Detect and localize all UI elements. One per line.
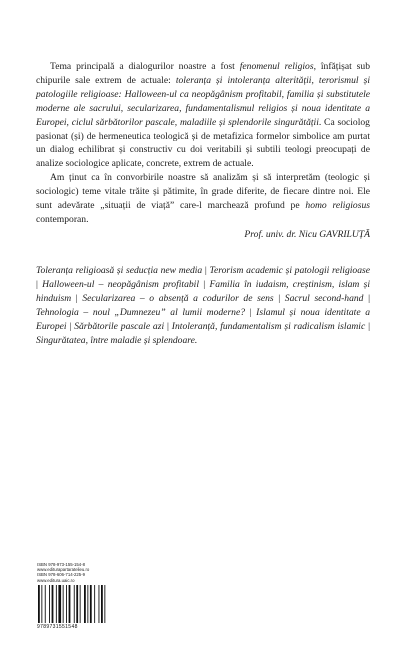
topic-separator: | <box>365 320 371 332</box>
blurb-paragraph-1 <box>36 60 370 171</box>
barcode-bar <box>58 585 61 623</box>
isbn-line-1: ISBN 978-973-155-154-8 <box>37 562 86 567</box>
topic-item: Toleranța religioasă și seducția new media <box>36 265 203 276</box>
barcode-bar <box>69 585 71 623</box>
topic-separator: | <box>245 306 257 318</box>
topic-separator: | <box>202 265 210 276</box>
blurb-p2-run-1: homo religiosus <box>305 200 370 212</box>
topic-item: Singurătatea, între maladie și splendoare. <box>36 334 198 346</box>
isbn-block <box>37 562 111 583</box>
topic-separator: | <box>36 278 43 290</box>
barcode-bar <box>76 585 78 623</box>
blurb-signature: Prof. univ. dr. Nicu GAVRILUȚĂ <box>244 228 370 240</box>
barcode-bar <box>38 585 40 623</box>
barcode-bar <box>66 585 67 623</box>
blurb-p1-run-0: Tema principală a dialogurilor noastre a fost <box>50 61 240 72</box>
topic-separator: | <box>363 292 371 304</box>
topic-item: Tehnologia – noul „Dumnezeu” al lumii moderne? <box>36 306 246 318</box>
topic-item: Secularizarea – o absență a codurilor de sens <box>82 292 274 304</box>
barcode-bar <box>90 585 92 623</box>
topic-item: Intoleranță, fundamentalism și radicalism islamic <box>171 320 366 332</box>
barcode-bar <box>56 585 57 623</box>
topic-separator: | <box>164 320 172 332</box>
topic-item: Sărbătorile pascale azi <box>74 320 165 332</box>
barcode-bar <box>87 585 88 623</box>
topic-item: Islamul și noua identitate a Europei <box>36 306 370 332</box>
barcode-bar <box>94 585 95 623</box>
barcode-bar <box>41 585 42 623</box>
blurb-p2-run-0: Am ținut ca în convorbirile noastre să analizăm și să interpretăm (teologic și sociologic) teme vitale trăite și pătimite, în grade diferite, de fiecare dintre noi. Ele sunt adevărate „situații de viață” care-l marchează profund pe <box>36 172 370 212</box>
barcode-bar <box>63 585 64 623</box>
barcode-bar <box>101 585 103 623</box>
blurb-p1-run-1: fenomenul religios <box>239 61 314 72</box>
barcode-bar <box>104 585 105 623</box>
barcode-bars <box>37 585 111 623</box>
barcode-bar <box>52 585 54 623</box>
topic-item: Sacrul second-hand <box>284 292 364 304</box>
barcode-bar <box>84 585 86 623</box>
barcode-digits: 9789731551548 <box>37 624 78 630</box>
isbn-website-2: www.editura.uaic.ro <box>37 577 75 583</box>
blurb-paragraph-2 <box>36 171 370 227</box>
topic-item: Terorism academic și patologii religioase <box>209 265 371 276</box>
blurb-p2-run-2: contemporan. <box>36 213 89 225</box>
barcode-bar <box>80 585 81 623</box>
blurb-p1-run-2: , înfățișat sub chipurile sale extrem de actuale: <box>36 61 370 86</box>
topics-list <box>36 264 370 347</box>
topic-item: Familia în iudaism, creștinism, islam și hinduism <box>36 278 370 304</box>
blurb-p1-run-4: . Ca sociolog pasionat (și) de hermeneutica teologică și de metafizica formelor simbolice am purtat un dialog echilibrat și constructiv cu doi veritabili și subtili teologi preocupați de analize sociologice aplicate, concrete, extrem de actuale. <box>36 116 370 170</box>
topic-separator: | <box>273 292 285 304</box>
isbn-website-1: www.editurapartaratelieu.ro <box>37 567 90 573</box>
barcode-bar <box>99 585 100 623</box>
barcode-bar <box>49 585 50 623</box>
blurb-p1-run-3: toleranța și intoleranța alterității, terorismul și patologiile religioase: Halloween-ul ca neopăgânism profitabil, familia și substitutele moderne ale sacrului, secularizarea, fundamentalismul religios și noua identitate a Europei, ciclul sărbătorilor pascale, maladiile și splendorile singurătății <box>36 74 370 128</box>
barcode-bar <box>74 585 75 623</box>
cover-blurb <box>36 60 370 242</box>
topic-separator: | <box>199 278 210 290</box>
barcode-bar <box>45 585 46 623</box>
isbn-line-2: ISBN 978-606-714-225-9 <box>37 572 86 578</box>
topic-item: Halloween-ul – neopăgânism profitabil <box>42 278 199 290</box>
topic-separator: | <box>66 320 75 332</box>
barcode <box>37 585 111 632</box>
topic-separator: | <box>71 292 83 304</box>
